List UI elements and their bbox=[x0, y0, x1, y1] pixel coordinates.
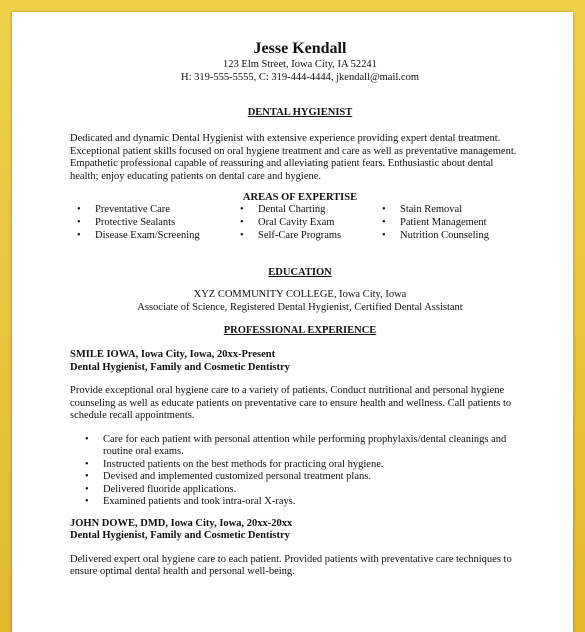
job-bullet: • Examined patients and took intra-oral X-rays. bbox=[78, 496, 530, 509]
job-description-line: counseling as well as educate patients on preventative care to ensure health and wellness. Call patients to bbox=[70, 397, 512, 409]
expertise-item: • Preventative Care bbox=[70, 204, 233, 217]
job-employer: JOHN DOWE, DMD, Iowa City, Iowa, 20xx-20xx bbox=[70, 517, 293, 529]
summary-line: Empathetic professional capable of reassuring and alleviating patient fears. Enthusiastic about dental bbox=[70, 158, 494, 169]
experience-heading: PROFESSIONAL EXPERIENCE bbox=[223, 325, 377, 337]
expertise-heading: AREAS OF EXPERTISE bbox=[242, 192, 358, 203]
resume-page bbox=[12, 12, 573, 632]
job-entry bbox=[70, 349, 530, 509]
job-bullet-list bbox=[70, 434, 530, 509]
summary-paragraph bbox=[70, 133, 530, 183]
expertise-column bbox=[233, 204, 375, 242]
resume-title: DENTAL HYGIENIST bbox=[247, 107, 353, 118]
resume-name: Jesse Kendall bbox=[253, 40, 347, 57]
job-employer: SMILE IOWA, Iowa City, Iowa, 20xx-Present bbox=[70, 349, 276, 361]
education-degree: Associate of Science, Registered Dental Hygienist, Certified Dental Assistant bbox=[137, 301, 463, 313]
job-bullet bbox=[78, 434, 530, 459]
resume-content bbox=[70, 40, 530, 579]
expertise-item: • Disease Exam/Screening bbox=[70, 230, 233, 243]
job-entry bbox=[70, 518, 530, 579]
job-bullet: • Devised and implemented customized personal treatment plans. bbox=[78, 471, 530, 484]
expertise-column bbox=[375, 204, 489, 242]
expertise-item: • Patient Management bbox=[375, 217, 489, 230]
job-bullet: • Delivered fluoride applications. bbox=[78, 484, 530, 497]
expertise-grid bbox=[70, 204, 530, 242]
summary-line: Dedicated and dynamic Dental Hygienist with extensive experience providing expert dental treatment. bbox=[70, 133, 501, 144]
expertise-item: • Protective Sealants bbox=[70, 217, 233, 230]
job-bullet-line: routine oral exams. bbox=[103, 446, 184, 458]
expertise-item: • Dental Charting bbox=[233, 204, 375, 217]
job-description-line: Provide exceptional oral hygiene care to a variety of patients. Conduct nutritional and personal hygiene bbox=[70, 385, 505, 397]
expertise-item: • Self-Care Programs bbox=[233, 230, 375, 243]
education-school: XYZ COMMUNITY COLLEGE, Iowa City, Iowa bbox=[193, 289, 407, 301]
summary-line: Exceptional patient skills focused on oral hygiene treatment and care as well as preventative management. bbox=[70, 145, 517, 157]
education-heading: EDUCATION bbox=[268, 267, 332, 279]
job-description-line: Delivered expert oral hygiene care to each patient. Provided patients with preventative care techniques to bbox=[70, 553, 512, 565]
job-role: Dental Hygienist, Family and Cosmetic Dentistry bbox=[70, 530, 290, 542]
job-role: Dental Hygienist, Family and Cosmetic Dentistry bbox=[70, 361, 290, 373]
job-description-line: ensure optimal dental health and personal well-being. bbox=[70, 566, 295, 578]
expertise-item: • Stain Removal bbox=[375, 204, 489, 217]
expertise-column bbox=[70, 204, 233, 242]
job-bullet: • Instructed patients on the best methods for practicing oral hygiene. bbox=[78, 459, 530, 472]
bottom-fade bbox=[12, 610, 573, 632]
expertise-item: • Oral Cavity Exam bbox=[233, 217, 375, 230]
resume-address: 123 Elm Street, Iowa City, IA 52241 bbox=[223, 59, 377, 70]
summary-line: health; enjoy educating patients on dental care and hygiene. bbox=[70, 170, 322, 182]
job-bullet-line: Care for each patient with personal attention while performing prophylaxis/dental cleanings and bbox=[103, 433, 507, 445]
resume-contact-info: H: 319-555-5555, C: 319-444-4444, jkendall@mail.com bbox=[180, 72, 419, 83]
expertise-item: • Nutrition Counseling bbox=[375, 230, 489, 243]
job-description-line: schedule recall appointments. bbox=[70, 410, 195, 422]
